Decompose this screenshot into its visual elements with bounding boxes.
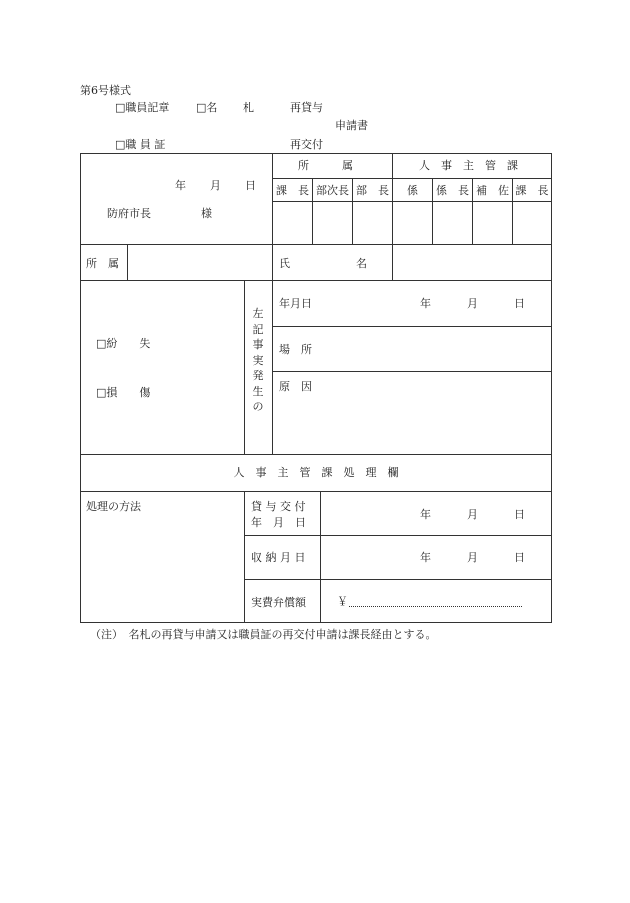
col-staff: 係 xyxy=(407,184,418,197)
staff-badge-checkbox[interactable]: □職員記章 xyxy=(115,101,170,114)
col-section-chief: 課 長 xyxy=(276,184,309,197)
name-label: 氏 名 xyxy=(279,257,367,270)
col-chief: 係 長 xyxy=(436,184,469,197)
incident-month: 月 xyxy=(467,297,478,310)
loss-checkbox[interactable]: □紛 失 xyxy=(96,337,151,350)
method-label: 処理の方法 xyxy=(86,500,141,513)
affiliation-field[interactable] xyxy=(128,245,272,280)
receipt-year: 年 xyxy=(420,551,431,564)
incident-year: 年 xyxy=(420,297,431,310)
date-day-label: 日 xyxy=(245,179,256,192)
receipt-date-label: 収 納 月 日 xyxy=(251,551,306,564)
incident-date-label: 年月日 xyxy=(279,297,312,310)
date-month-label: 月 xyxy=(210,179,221,192)
damage-checkbox[interactable]: □損 傷 xyxy=(96,386,151,399)
addressee: 防府市長 xyxy=(107,207,151,220)
nameplate-checkbox[interactable]: □名 xyxy=(196,101,218,114)
relend-label: 再貸与 xyxy=(290,101,323,114)
col-assistant: 補 佐 xyxy=(476,184,509,197)
staff-card-checkbox[interactable]: □職 員 証 xyxy=(115,138,166,151)
processing-title: 人 事 主 管 課 処 理 欄 xyxy=(233,466,399,479)
receipt-day: 日 xyxy=(514,551,525,564)
method-field[interactable] xyxy=(81,515,243,621)
lend-date-label-line1: 貸 与 交 付 xyxy=(251,500,306,513)
lend-day: 日 xyxy=(514,508,525,521)
form-number: 第6号様式 xyxy=(80,84,131,97)
stamp-cell-staff[interactable] xyxy=(393,202,432,244)
stamp-cell-hr-section-chief[interactable] xyxy=(513,202,551,244)
dept-header: 所 属 xyxy=(298,159,353,172)
stamp-cell-chief[interactable] xyxy=(433,202,472,244)
honorific: 様 xyxy=(201,207,212,220)
col-hr-section-chief: 課 長 xyxy=(515,184,549,197)
stamp-cell-section-chief[interactable] xyxy=(273,202,312,244)
hr-header: 人 事 主 管 課 xyxy=(419,159,518,172)
stamp-cell-assistant[interactable] xyxy=(473,202,512,244)
nameplate-char2: 札 xyxy=(243,101,254,114)
yen-symbol: ￥ xyxy=(337,595,348,608)
lend-year: 年 xyxy=(420,508,431,521)
vertical-label: 左記事実発生の xyxy=(252,307,264,413)
lend-month: 月 xyxy=(467,508,478,521)
incident-cause-field[interactable] xyxy=(330,372,550,453)
name-field[interactable] xyxy=(393,245,551,280)
col-deputy-director: 部次長 xyxy=(316,184,349,197)
compensation-label: 実費弁償額 xyxy=(251,596,306,609)
incident-cause-label: 原 因 xyxy=(279,380,312,393)
compensation-amount-field[interactable] xyxy=(349,606,522,607)
col-director: 部 長 xyxy=(356,184,389,197)
incident-place-label: 場 所 xyxy=(279,343,312,356)
incident-day: 日 xyxy=(514,297,525,310)
receipt-month: 月 xyxy=(467,551,478,564)
lend-date-label-line2: 年 月 日 xyxy=(251,516,306,529)
incident-place-field[interactable] xyxy=(330,327,550,370)
affiliation-label: 所 属 xyxy=(86,257,119,270)
date-year-label: 年 xyxy=(175,179,186,192)
application-title: 申請書 xyxy=(335,119,368,132)
stamp-cell-director[interactable] xyxy=(353,202,392,244)
reissue-label: 再交付 xyxy=(290,138,323,151)
stamp-cell-deputy-director[interactable] xyxy=(313,202,352,244)
footnote: （注） 名札の再貸与申請又は職員証の再交付申請は課長経由とする。 xyxy=(90,628,437,641)
